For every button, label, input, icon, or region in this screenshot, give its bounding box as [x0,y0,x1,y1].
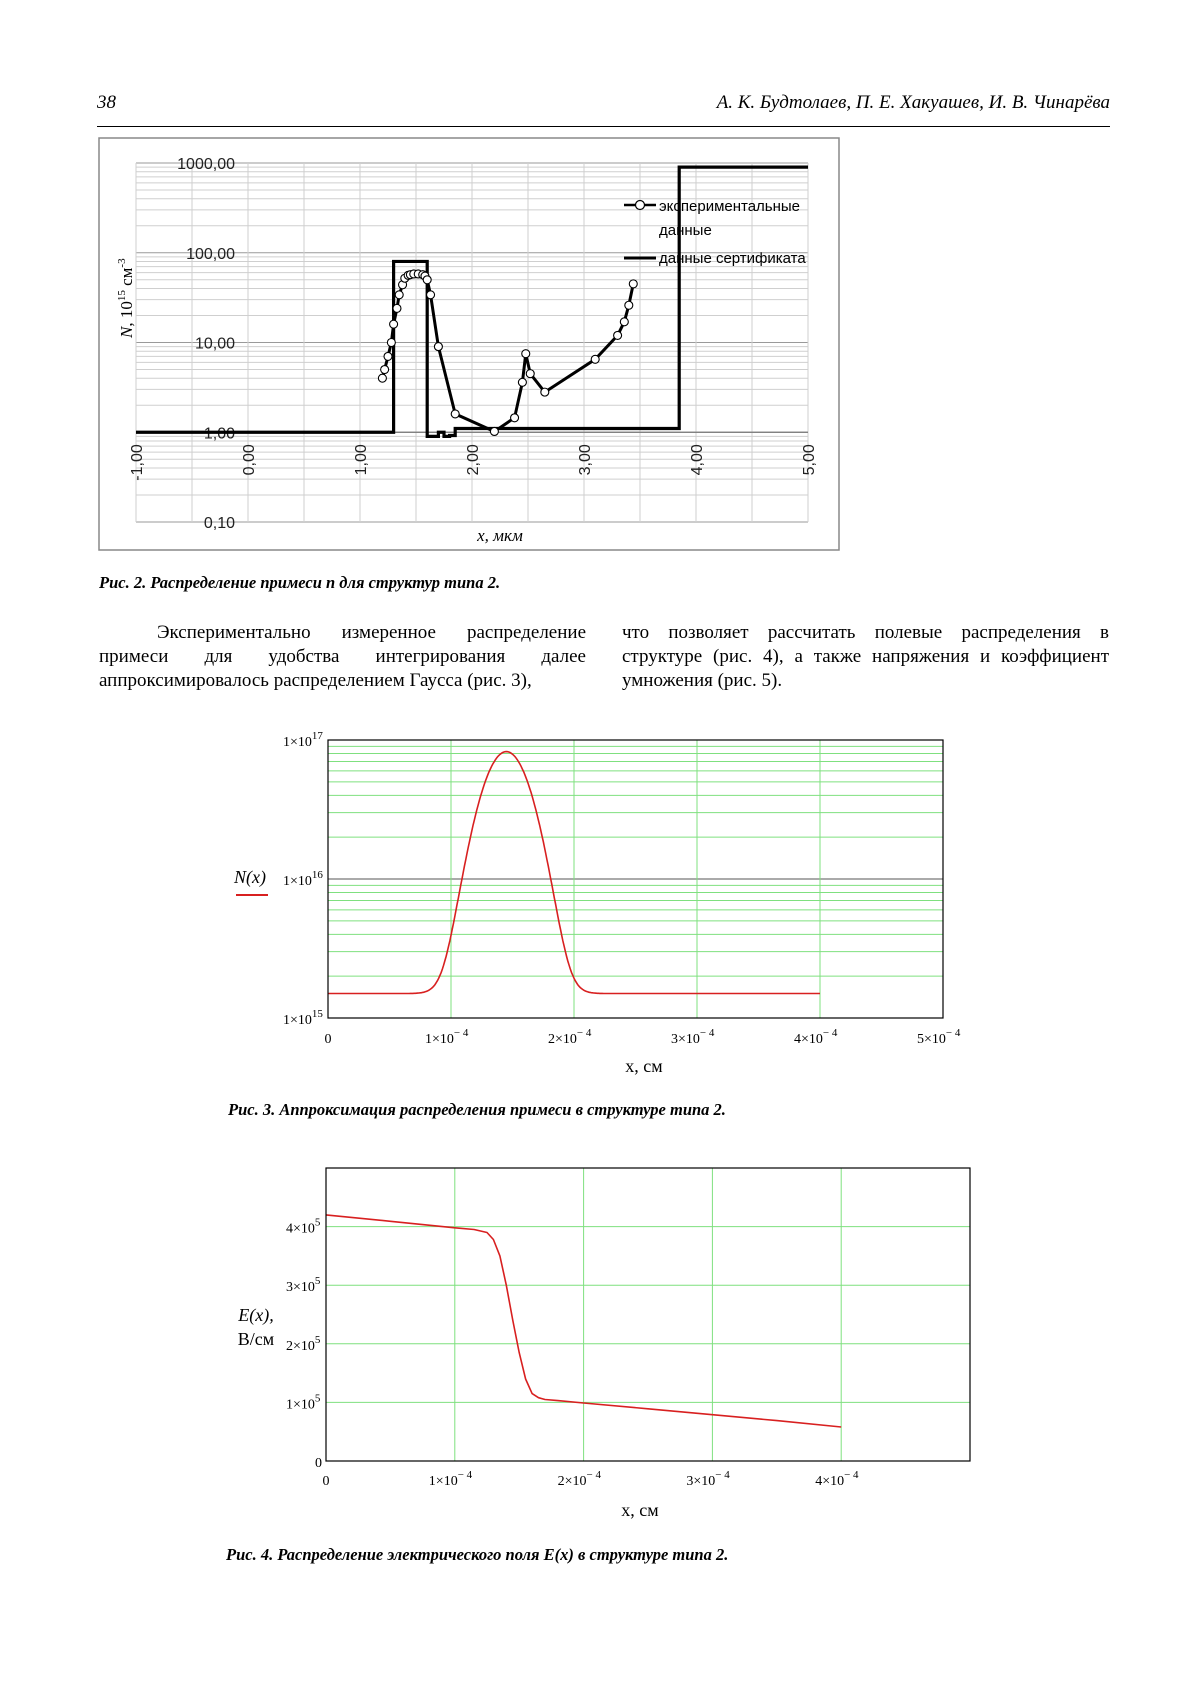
ylabel-symbol: N [117,326,136,338]
x-tick-label: $4\times 10^{- 4}$ [794,1027,838,1047]
figure-4-ylabel-line2: В/см [237,1329,275,1349]
x-tick-label: $3\times 10^{- 4}$ [671,1027,715,1047]
ylabel-sup: 15 [116,290,128,302]
y-tick-label: 1,00 [203,425,235,443]
y-tick-label: $1\times 10^{16}$ [283,869,323,889]
y-tick-label: 0,10 [203,515,235,532]
ylabel-rest: , 10 [117,301,136,327]
x-tick-label: $1\times 10^{- 4}$ [428,1469,473,1489]
figure-3-caption: Рис. 3. Аппроксимация распределения примеси в структуре типа 2. [228,1100,726,1119]
figure-4-tick-labels [286,1217,859,1489]
body-text-right-column: что позволяет рассчитать полевые распределения в структуре (рис. 4), а также напряжения и коэффициент умножения (рис. 5). [622,622,1109,691]
x-tick-label: 0,00 [241,444,258,476]
legend-experimental-text-2: данные [659,222,712,239]
x-tick-label: 2,00 [465,444,482,476]
y-tick-label: 100,00 [186,245,235,263]
ylabel-unit: см [117,267,136,291]
y-tick-label: $1\times 10^{17}$ [283,730,323,750]
y-tick-label: 10,00 [194,335,235,353]
x-tick-label: 1,00 [353,444,370,476]
x-tick-label: $2\times 10^{- 4}$ [557,1469,601,1489]
page-number: 38 [97,92,116,113]
x-tick-label: 4,00 [689,444,706,476]
legend-experimental-text-1: экспериментальные [659,198,801,215]
ylabel-unit-sup: -3 [116,258,128,268]
figure-2-xlabel: x, мкм [477,526,523,545]
figure-4-caption: Рис. 4. Распределение электрического поля E(x) в структуре типа 2. [226,1545,729,1564]
y-tick-label: 0 [315,1456,322,1471]
body-text-left-column: Экспериментально измеренное распределение примеси для удобства интегрирования далее аппроксимировалось распределением Гаусса (рис. 3), [99,622,586,691]
y-tick-label: $1\times 10^{15}$ [283,1008,323,1028]
x-tick-label: $2\times 10^{- 4}$ [548,1027,592,1047]
figure-4-xlabel: x, см [621,1500,659,1520]
x-tick-label: 5,00 [801,444,818,476]
figure-4-grid [326,1168,970,1461]
y-tick-label: $3\times 10^5$ [286,1275,321,1296]
x-tick-label: -1,00 [129,444,146,481]
x-tick-label: $4\times 10^{- 4}$ [815,1469,859,1489]
y-tick-label: $4\times 10^5$ [286,1216,321,1237]
x-tick-label: 0 [324,1032,332,1047]
x-tick-label: 0 [322,1474,330,1489]
legend-certificate-text: данные сертификата [659,250,806,267]
x-tick-label: $5\times 10^{- 4}$ [917,1027,961,1047]
running-header-authors: А. К. Будтолаев, П. Е. Хакуашев, И. В. Чинарёва [716,92,1110,113]
figure-3-ylabel: N(x) [234,867,266,887]
figure-2-caption: Рис. 2. Распределение примеси n для структур типа 2. [99,573,501,592]
figure-3-xlabel: x, см [625,1056,663,1076]
figure-4-ylabel-line1: E(x), [238,1305,274,1325]
y-tick-label: 1000,00 [177,156,235,173]
x-tick-label: $1\times 10^{- 4}$ [425,1027,469,1047]
x-tick-label: $3\times 10^{- 4}$ [686,1469,730,1489]
figure-4-frame [326,1168,970,1461]
y-tick-label: $1\times 10^5$ [286,1392,321,1413]
y-tick-label: $2\times 10^5$ [286,1333,321,1354]
x-tick-label: 3,00 [577,444,594,476]
